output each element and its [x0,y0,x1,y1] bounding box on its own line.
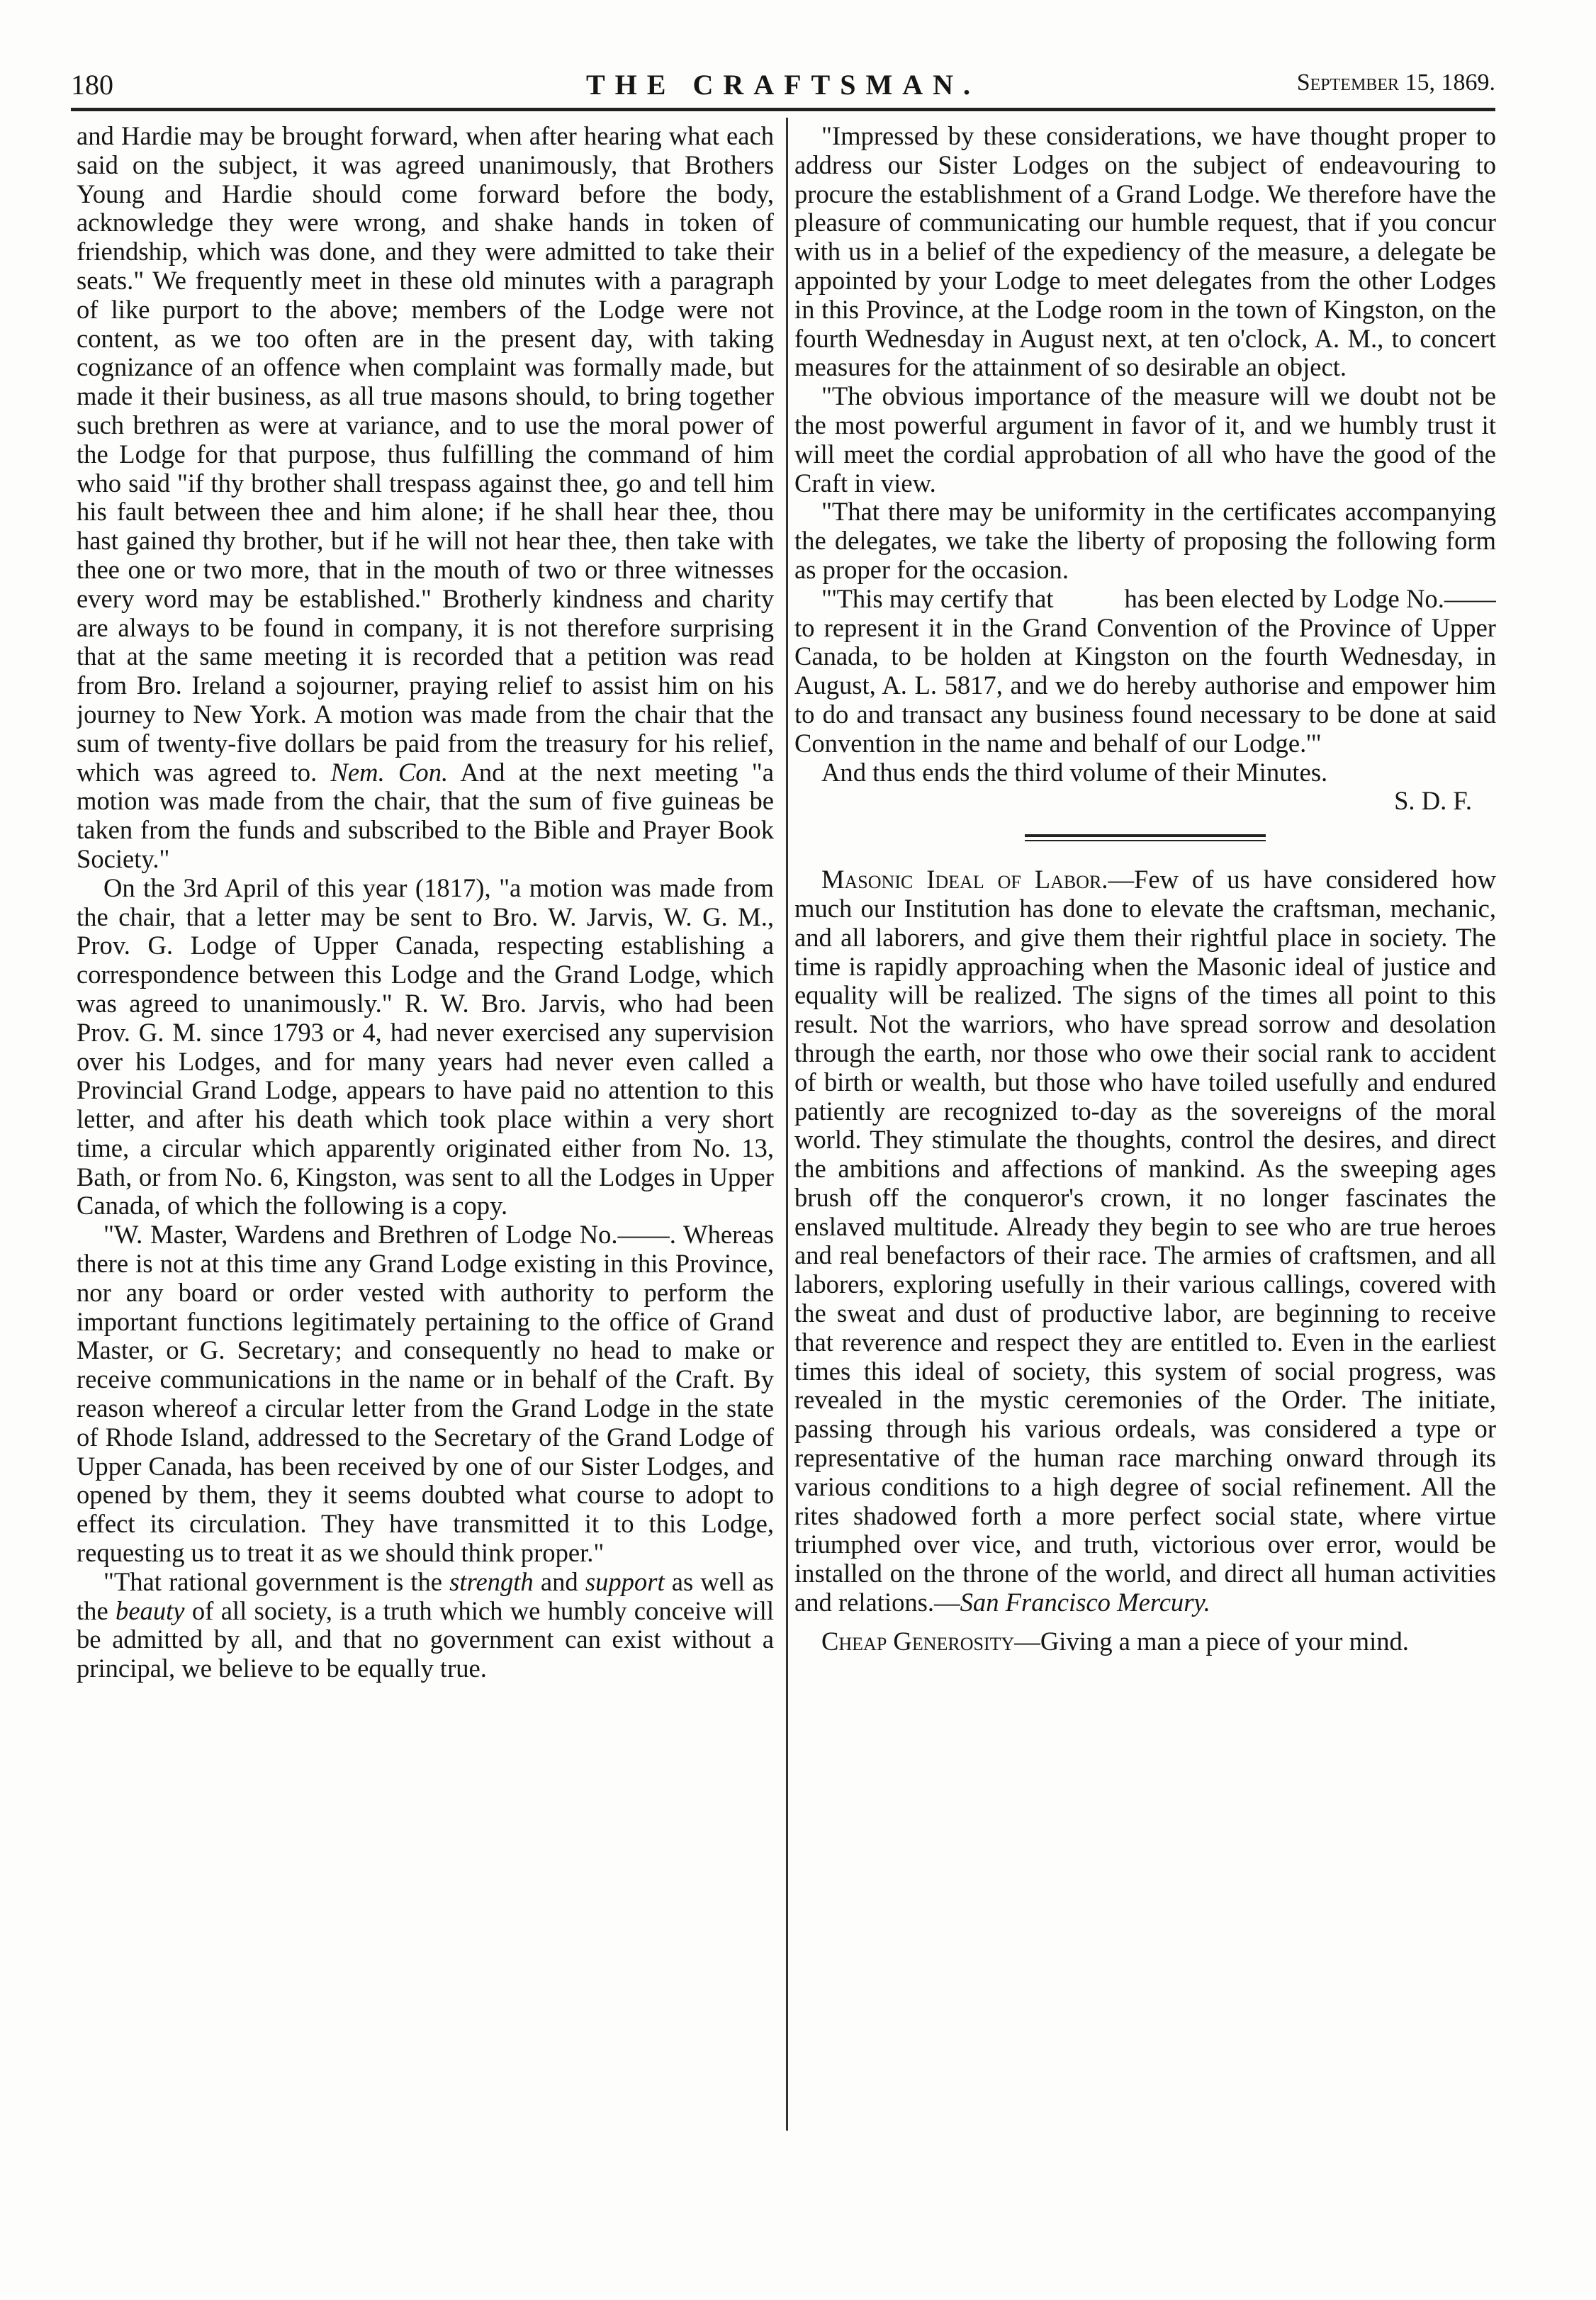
circular-letter-paragraph: "W. Master, Wardens and Brethren of Lodge No.——. Whereas there is not at this time any Grand Lodge existing in this Province, nor any board or order vested with authority to perform the important functions legitimately pertaining to the office of Grand Master, or G. Secretary; and consequently no head to make or receive communications in the name or in behalf of the Craft. By reason whereof a circular letter from the Grand Lodge in the state of Rhode Island, addressed to the Secretary of the Grand Lodge of Upper Canada, has been received by one of our Sister Lodges, and opened by them, they it seems doubted what course to adopt to effect its circulation. They have transmitted it to this Lodge, requesting us to treat it as we should think proper." [77,1220,774,1568]
paragraph-text: "'This may certify that [821,583,1054,613]
article-source: San Francisco Mercury. [960,1588,1210,1617]
paragraph: "The obvious importance of the measure will we doubt not be the most powerful argument in favor of it, and we humbly trust it will meet the cordial approbation of all who have the good of the Craft in view. [794,381,1496,498]
paragraph-text: has been elected by Lodge No.—— to represent it in the Grand Convention of the Province of Upper Canada, to be holden at Kingston on the fourth Wednesday, in August, A. L. 5817, and we do hereby authorise and empower him to do and transact any business found necessary to be done at said Convention in the name and behalf of our Lodge.'" [794,583,1496,758]
issue-date: September 15, 1869. [1296,69,1495,96]
paragraph: On the 3rd April of this year (1817), "a motion was made from the chair, that a letter may be sent to Bro. W. Jarvis, W. G. M., Prov. G. Lodge of Upper Canada, respecting establishing a correspondence between this Lodge and the Grand Lodge, which was agreed to unanimously." R. W. Bro. Jarvis, who had been Prov. G. M. since 1793 or 4, had never exercised any supervision over his Lodges, and for many years had never even called a Provincial Grand Lodge, appears to have paid no attention to this letter, and after his death which took place within a very short time, a circular which apparently originated either from No. 13, Bath, or from No. 6, Kingston, was sent to all the Lodges in Upper Canada, of which the following is a copy. [77,873,774,1221]
nem-con-text: Nem. Con. [330,757,449,787]
article-masonic-ideal [794,865,1496,1617]
paragraph-text: of all society, is a truth which we humbly conceive will be admitted by all, and that no government can exist without a principal, we believe to be equally true. [77,1595,774,1683]
paragraph-text: as well as the [77,1566,774,1625]
column-divider [786,118,788,2131]
emphasis-text: strength [449,1566,534,1596]
emphasis-text: support [585,1566,665,1596]
masthead: THE CRAFTSMAN. [585,69,981,101]
paragraph-text: "That rational government is the [103,1566,443,1596]
page-number: 180 [71,69,113,101]
paragraph: And thus ends the third volume of their Minutes. [821,757,1328,787]
article-title: Cheap Generosity [821,1626,1015,1656]
article-separator [1025,834,1266,841]
paragraph [77,122,774,874]
paragraph-text: and [540,1566,578,1596]
left-column [77,122,774,2163]
page-header [71,68,1495,111]
paragraph-text: And at the next meeting "a motion was made from the chair, that the sum of five guineas be taken from the funds and subscribed to the Bible and Prayer Book Society." [77,757,774,873]
article-body: —Giving a man a piece of your mind. [1014,1626,1409,1656]
article-title: Masonic Ideal of Labor. [821,865,1108,894]
paragraph: "That there may be uniformity in the certificates accompanying the delegates, we take the liberty of proposing the following form as proper for the occasion. [794,497,1496,584]
paragraph-text: and Hardie may be brought forward, when after hearing what each said on the subject, it was agreed unanimously, that Brothers Young and Hardie should come forward before the body, acknowledge they were wrong, and shake hands in token of friendship, which was done, and they were admitted to take their seats." We frequently meet in these old minutes with a paragraph of like purport to the above; members of the Lodge were not content, as we too often are in the present day, with taking cognizance of an offence when complaint was formally made, but made it their business, as all true masons should, to bring together such brethren as were at variance, and to use the moral power of the Lodge for that purpose, thus fulfilling the command of him who said "if thy brother shall trespass against thee, go and tell him his fault between thee and him alone; if he shall hear thee, thou hast gained thy brother, but if he will not hear thee, then take with thee one or two more, that in the mouth of two or three witnesses every word may be established." Brotherly kindness and charity are always to be found in company, it is not therefore surprising that at the same meeting it is recorded that a petition was read from Bro. Ireland a sojourner, praying relief to assist him on his journey to New York. A motion was made from the chair that the sum of twenty-five dollars be paid from the treasury for his relief, which was agreed to. [77,122,774,787]
signature: S. D. F. [1394,786,1472,816]
paragraph: "Impressed by these considerations, we have thought proper to address our Sister Lodges on the subject of endeavouring to procure the establishment of a Grand Lodge. We therefore have the pleasure of communicating our humble request, that if you concur with us in a belief of the expediency of the measure, a delegate be appointed by your Lodge to meet delegates from the other Lodges in this Province, at the Lodge room in the town of Kingston, on the fourth Wednesday in August next, at ten o'clock, A. M., to concert measures for the attainment of so desirable an object. [794,122,1496,382]
header-rule [71,108,1495,111]
emphasis-text: beauty [116,1595,185,1625]
paragraph [77,1568,774,1683]
article-cheap-generosity [794,1627,1496,1656]
certificate-paragraph [794,585,1496,758]
article-body: —Few of us have considered how much our Institution has done to elevate the craftsman, mechanic, and all laborers, and give them their rightful place in society. The time is rapidly approaching when the Masonic ideal of justice and equality will be realized. The signs of the times all point to this result. Not the warriors, who have spread sorrow and desolation through the earth, nor those who owe their social rank to accident of birth or wealth, but those who have toiled usefully and endured patiently are recognized to-day as the sovereigns of the moral world. They stimulate the thoughts, control the desires, and direct the ambitions and affections of mankind. As the sweeping ages brush off the conqueror's crown, it no longer fascinates the enslaved multitude. Already they begin to see who are true heroes and real benefactors of their race. The armies of craftsmen, and all laborers, exploring usefully in their various callings, covered with the sweat and dust of productive labor, are beginning to receive that reverence and respect they are entitled to. Even in the earliest times this ideal of society, this system of social progress, was revealed in the mystic ceremonies of the Order. The initiate, passing through his various ordeals, was considered a type or representative of the human race marching onward through its various conditions to a high degree of social refinement. All the rites shadowed forth a more perfect social state, where virtue triumphed over vice, and truth, victorious over error, would be installed on the throne of the world, and direct all human activities and relations.— [794,865,1496,1617]
right-column [794,122,1496,2163]
